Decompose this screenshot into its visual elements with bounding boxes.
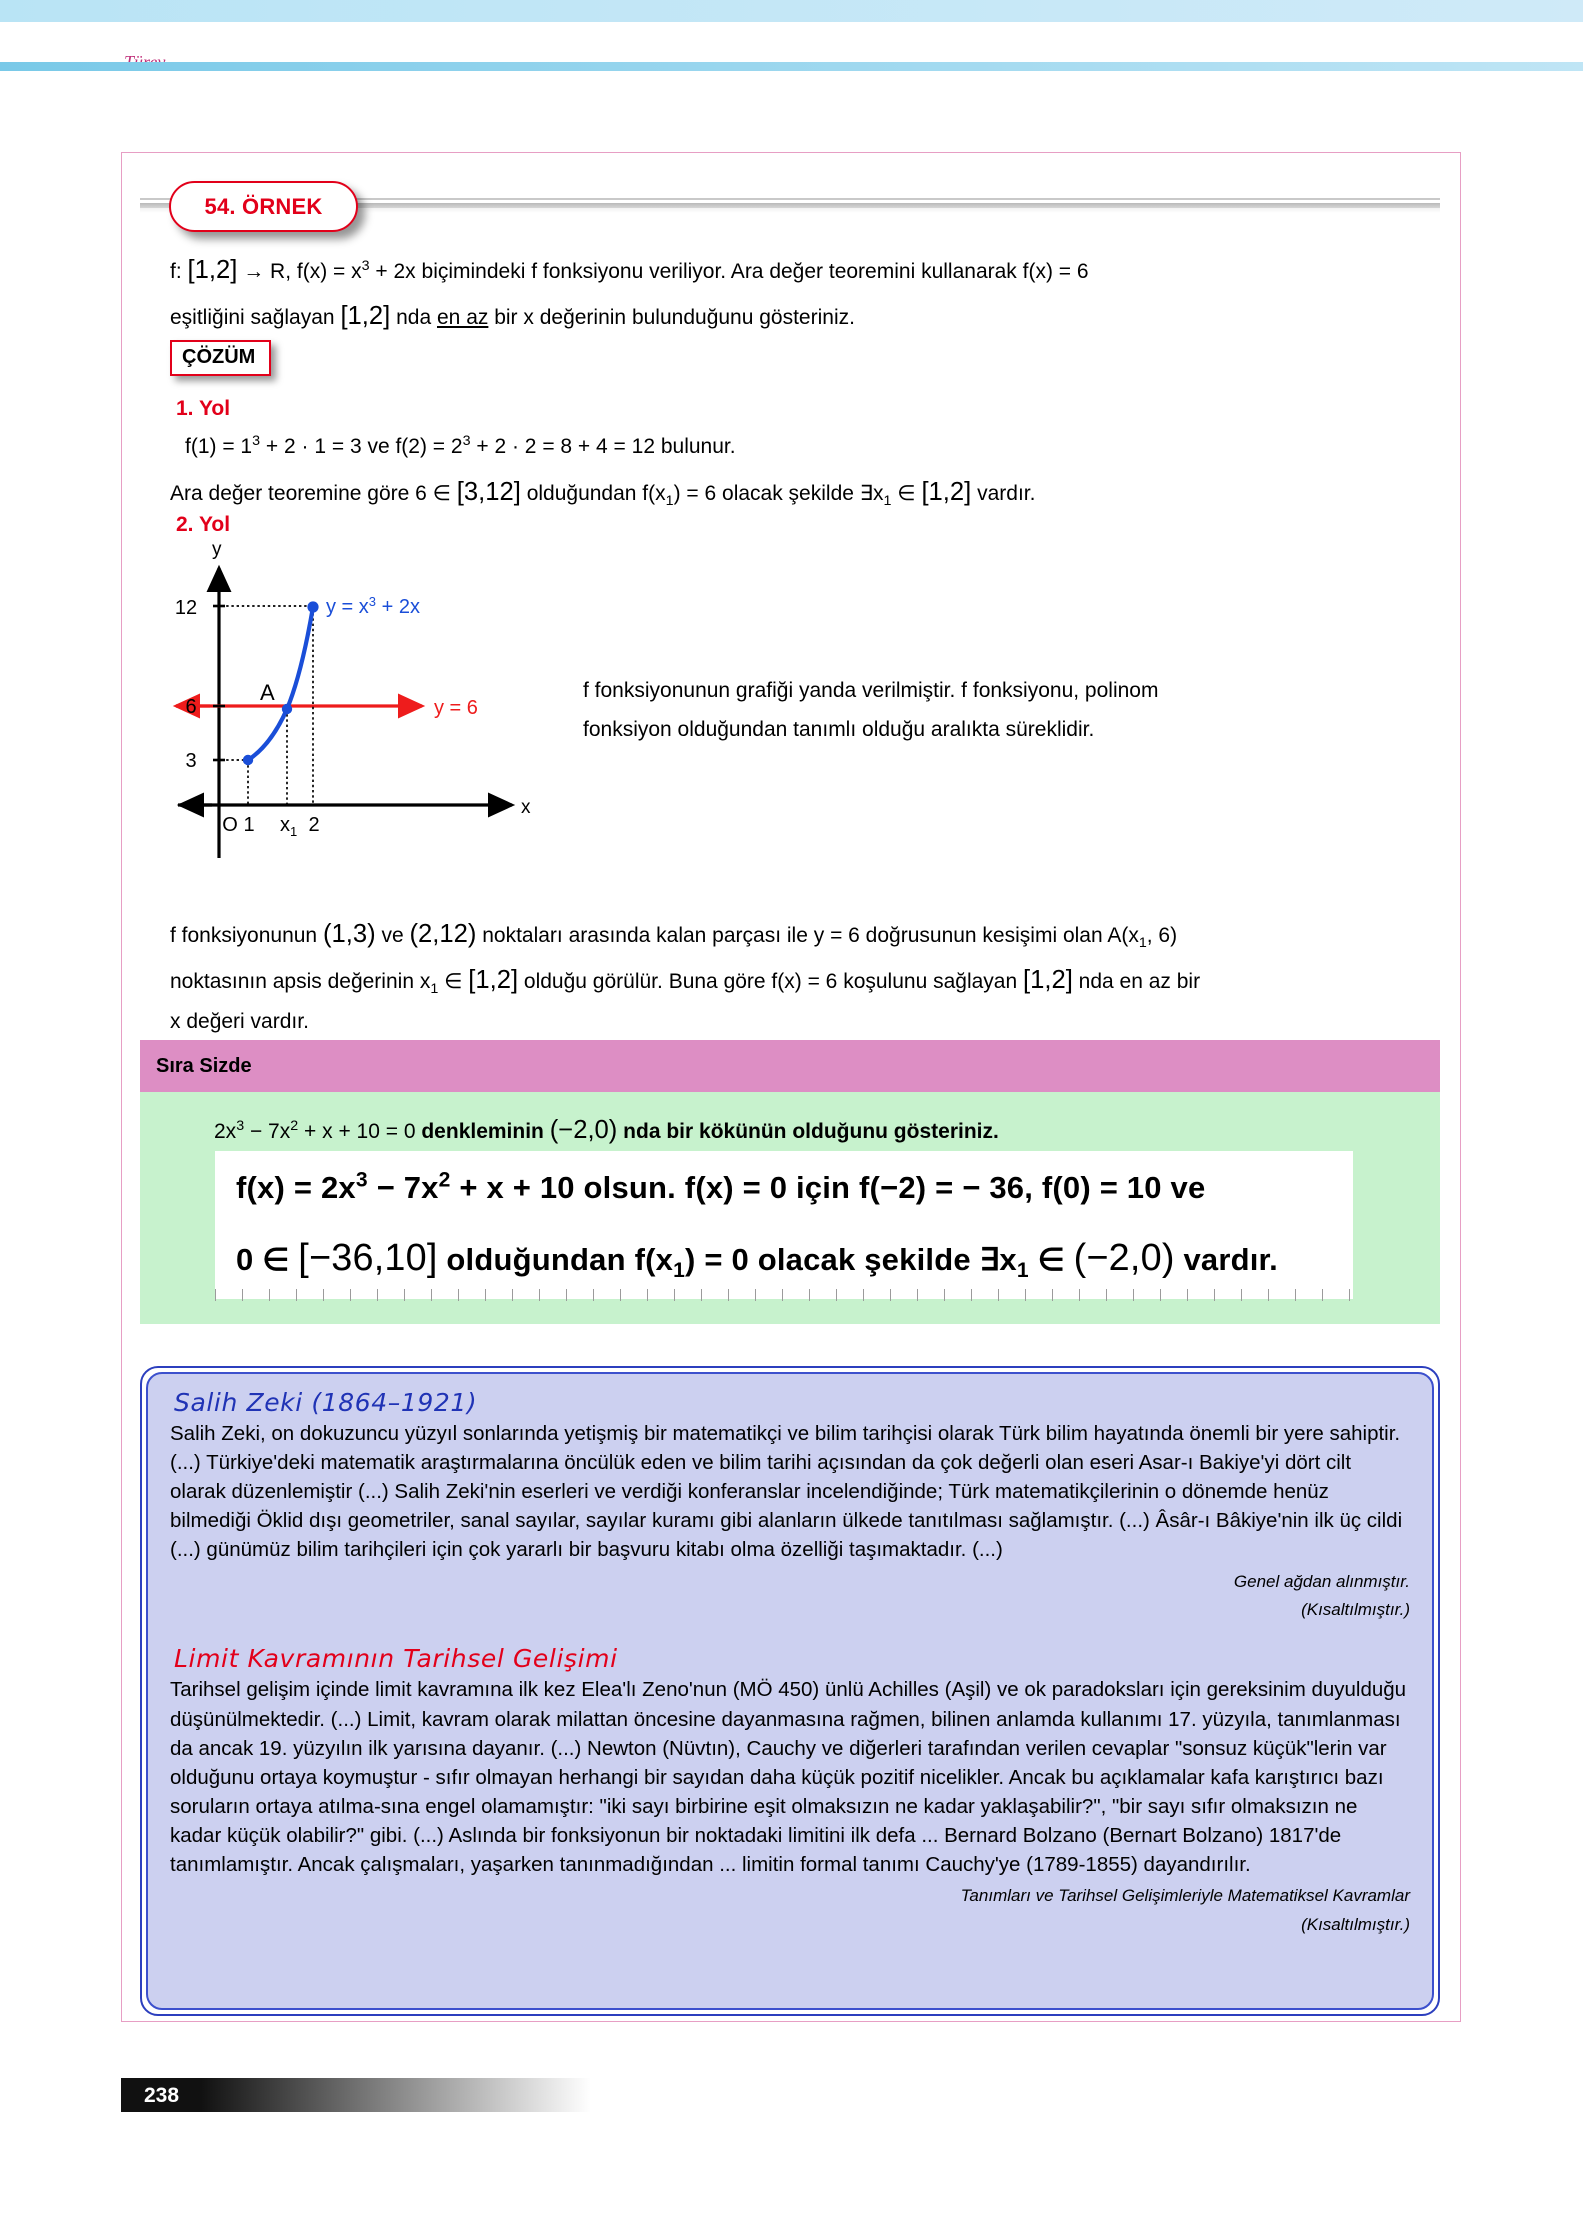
t: − 7x	[367, 1170, 439, 1205]
t: + 2 · 1 = 3 ve f(2) = 2	[260, 435, 463, 458]
point-A	[282, 704, 292, 714]
t: + x + 10 = 0	[298, 1120, 422, 1143]
header-rule	[0, 62, 1583, 71]
t: + x + 10 olsun. f(x) = 0 için f(−2) = − 36, f(0) = 10 ve	[450, 1170, 1206, 1205]
t: 3	[355, 1168, 368, 1192]
page-number: 238	[144, 2084, 180, 2107]
problem-statement	[170, 248, 1400, 339]
t: ve	[375, 924, 410, 947]
t: 3	[462, 433, 471, 449]
graph-sidenote	[583, 672, 1333, 750]
t: 0 ∈	[236, 1242, 299, 1277]
example-badge-label: 54. ÖRNEK	[204, 193, 323, 219]
conclusion-line-1	[170, 912, 1395, 958]
method-1-label: 1. Yol	[176, 397, 231, 420]
point-2-12	[307, 601, 318, 612]
t: ) = 6 olacak şekilde ∃x	[673, 482, 884, 505]
t: ∈	[891, 482, 922, 505]
t: eşitliğini sağlayan	[170, 305, 341, 329]
t: 1	[883, 493, 892, 510]
t: ) = 0 olacak şekilde ∃x	[685, 1242, 1017, 1277]
t: [1,2]	[468, 965, 519, 994]
t: ∈	[1028, 1242, 1074, 1277]
t: 2	[290, 1118, 299, 1134]
problem-line-1	[170, 248, 1400, 294]
sidenote-line-1: f fonksiyonunun grafiği yanda verilmiştir. f fonksiyonu, polinom	[583, 679, 1159, 702]
t: 3	[236, 1118, 245, 1134]
conclusion-line-2	[170, 958, 1395, 1004]
t: noktaları arasında kalan parçası ile y = 6 doğrusunun kesişimi olan A(x	[476, 924, 1139, 947]
xtick-label-x1: $x_1$	[280, 814, 298, 839]
info-source-2-line-1: Tanımları ve Tarihsel Gelişimleriyle Matematiksel Kavramlar	[960, 1886, 1410, 1906]
method-2-label: 2. Yol	[176, 513, 231, 536]
ytick-label-12: 12	[174, 597, 198, 619]
solution-line-ivt	[170, 470, 1390, 516]
t: [−36,10]	[298, 1237, 438, 1279]
line-equation-label: y = 6	[434, 697, 478, 719]
info-title-salih-zeki: Salih Zeki (1864–1921)	[174, 1388, 478, 1417]
t: (−2,0)	[1073, 1237, 1175, 1279]
ytick-label-6: 6	[185, 696, 197, 718]
conclusion-line-3: x değeri vardır.	[170, 1010, 309, 1034]
xtick-label-1: 1	[243, 814, 255, 836]
t: [1,2]	[1023, 965, 1073, 994]
sira-sizde-question	[214, 1108, 999, 1154]
solution-line-f-values	[185, 428, 1385, 465]
t: nda bir kökünün olduğunu gösteriniz.	[617, 1120, 999, 1143]
t: + 2x biçimindeki f fonksiyonu veriliyor. Ara değer teoremini kullanarak f(x) = 6	[369, 260, 1089, 283]
top-decorative-band	[0, 0, 1583, 22]
t: f fonksiyonunun	[170, 924, 323, 947]
info-panel	[146, 1372, 1434, 2010]
t: 1	[673, 1259, 686, 1283]
t: (1,3)	[322, 920, 376, 948]
t: 3	[361, 258, 370, 274]
y-axis-label: y	[212, 539, 222, 560]
cubic-curve	[248, 607, 313, 760]
solution-label-box	[170, 340, 271, 376]
t: olduğundan f(x	[437, 1242, 674, 1277]
emphasis-en-az: en az	[437, 305, 489, 329]
sira-sizde-header	[140, 1040, 1440, 1092]
t: (−2,0)	[549, 1116, 618, 1144]
sidenote-line-2: fonksiyon olduğundan tanımlı olduğu aralıkta süreklidir.	[583, 717, 1095, 741]
info-body-salih-zeki: Salih Zeki, on dokuzuncu yüzyıl sonlarında yetişmiş bir matematikçi ve bilim tarihçisi olarak Türk bilim hayatında önemli bir yere sahiptir. (...) Türkiye'deki matematik araştırmalarına öncülük eden ve bilim tarihi açısından da çok değerli olan eseri Asar-ı Bakiye'yi dört cilt olarak düzenlemiştir (...) Salih Zeki'nin eserleri ve verdiği konferanslar incelendiğinde; Türk matematikçilerinin o dönemde henüz bilmediği Öklid dışı geometriler, sanal sayılar, sayılar kuramı gibi alanların ülkede tanıtılması sağlamıştır. (...) Âsâr-ı Bâkiye'nin ilk üç cildi (...) günümüz bilim tarihçileri için çok yararlı bir başvuru kitabı olma özelliği taşımaktadır. (...)	[170, 1422, 1403, 1562]
t: → R, f(x) = x	[237, 260, 362, 283]
info-body-limit-tarihsel: Tarihsel gelişim içinde limit kavramına ilk kez Elea'lı Zeno'nun (MÖ 450) ünlü Achilles (Aşil) ve ok paradoksları için gereksinim duyulduğu düşünülmektedir. (...) Limit, kavram olarak milattan öncesine dayanmasına rağmen, bilinen anlamda kullanımı 17. yüzyıla, tanımlanması da ancak 19. yüzyılın ilk yarısına dayanır. (...) Newton (Nüvtın), Cauchy ve diğerleri tarafından verilen cevaplar "sonsuz küçük"lerin var olduğunu ortaya koymuştur - sıfır olmayan herhangi bir sayıdan daha küçük pozitif nicelikler. Ancak bu açıklamalar kafa karıştırıcı bazı soruların ortaya atılma-sına engel olamamıştır: "iki sayı birbirine eşit olmaksızın ne kadar yaklaşabilir?", "bir sayı sıfır olmaksızın ne kadar küçük olabilir?" gibi. (...) Aslında bir fonksiyonun bir noktadaki limitini ilk defa ... Bernard Bolzano (Bernart Bolzano) 1817'de tanımlamıştır. Ancak çalışmaları, yaşarken tanınmadığından ... limitin formal tanımı Cauchy'ye (1789-1855) dayandırılır.	[170, 1678, 1407, 1877]
function-graph	[150, 520, 570, 870]
info-source-1-line-1: Genel ağdan alınmıştır.	[1233, 1571, 1410, 1591]
t: ∈	[438, 969, 469, 993]
xtick-label-O: O	[222, 814, 238, 836]
t: 3	[252, 433, 261, 449]
t: Ara değer teoremine göre 6 ∈	[170, 482, 457, 505]
t: 1	[665, 493, 674, 510]
t: olduğu görülür. Buna göre f(x) = 6 koşulunu sağlayan	[518, 969, 1023, 993]
t: olduğundan f(x	[520, 482, 666, 505]
info-title-limit-tarihsel: Limit Kavramının Tarihsel Gelişimi	[174, 1644, 618, 1674]
top-spacer-band	[0, 22, 1583, 28]
t: 2x	[214, 1120, 237, 1143]
t: 2	[438, 1168, 451, 1192]
t: f(x) = 2x	[236, 1170, 356, 1205]
t: [1,2]	[340, 301, 391, 330]
xtick-label-2: 2	[308, 814, 320, 836]
point-A-label: A	[260, 680, 275, 705]
example-badge	[169, 181, 358, 232]
answer-line-2	[236, 1237, 1278, 1283]
answer-line-1	[236, 1170, 1205, 1206]
page-number-bar	[121, 2078, 601, 2112]
t: 1	[430, 980, 439, 997]
t: , 6)	[1146, 924, 1178, 947]
answer-box-ruler	[215, 1289, 1353, 1301]
x-axis-label: x	[521, 797, 531, 818]
t: [1,2]	[921, 478, 972, 506]
t: denkleminin	[421, 1120, 550, 1143]
t: vardır.	[1174, 1242, 1278, 1277]
t: nda	[390, 305, 437, 329]
t: f:	[170, 260, 188, 283]
t: − 7x	[244, 1120, 291, 1143]
info-source-2-line-2: (Kısaltılmıştır.)	[1301, 1915, 1410, 1935]
sira-sizde-heading: Sıra Sizde	[156, 1054, 252, 1077]
point-1-3	[243, 755, 253, 765]
info-source-1-line-2: (Kısaltılmıştır.)	[1301, 1600, 1410, 1620]
t: 1	[1016, 1259, 1029, 1283]
t: vardır.	[971, 482, 1036, 505]
t: (2,12)	[409, 920, 477, 948]
ytick-label-3: 3	[185, 750, 197, 772]
t: [1,2]	[187, 256, 238, 284]
t: 1	[1138, 935, 1147, 952]
problem-line-2	[170, 294, 1400, 340]
t: nda en az bir	[1072, 969, 1201, 993]
t: + 2 · 2 = 8 + 4 = 12 bulunur.	[470, 435, 736, 458]
t: bir x değerinin bulunduğunu gösteriniz.	[488, 305, 855, 329]
curve-equation-label: $y = x^3 + 2x$	[326, 594, 420, 618]
conclusion-paragraph	[170, 912, 1395, 1041]
t: noktasının apsis değerinin x	[170, 969, 431, 993]
solution-label: ÇÖZÜM	[182, 346, 256, 368]
t: f(1) = 1	[185, 435, 253, 458]
t: [3,12]	[456, 478, 521, 506]
